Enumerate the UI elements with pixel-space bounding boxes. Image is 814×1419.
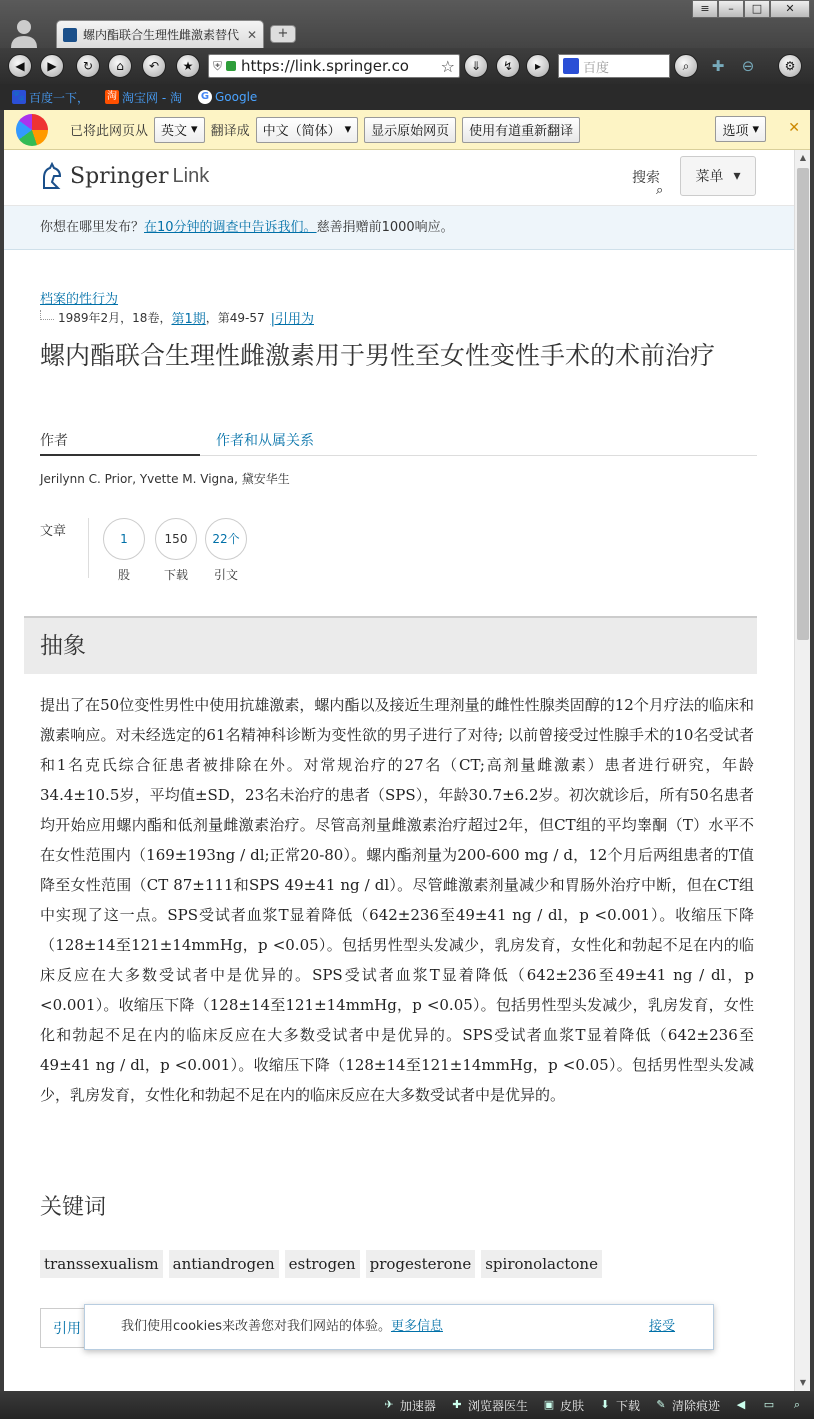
chevron-down-icon: ▾ [344, 122, 352, 137]
shield-icon[interactable]: ⛨ [213, 58, 223, 73]
bookmark-label: 百度一下， [29, 90, 90, 105]
retranslate-button[interactable]: 使用有道重新翻译 [462, 117, 580, 143]
taobao-icon: 淘 [107, 91, 118, 102]
scroll-thumb[interactable] [797, 168, 809, 640]
tools-wrench-icon[interactable]: ⚙ [778, 54, 802, 78]
go-icon[interactable]: ▸ [526, 54, 550, 78]
keyword-list [40, 1250, 602, 1278]
cookie-message [121, 1305, 443, 1349]
metric-label: 下载 [163, 568, 188, 582]
rocket-icon: ✈ [384, 1398, 394, 1411]
logo-springer-text: Springer [70, 163, 169, 189]
status-clear[interactable] [654, 1397, 720, 1414]
target-language-value: 中文（简体） [262, 124, 341, 139]
status-doctor[interactable] [450, 1397, 528, 1414]
status-label: 皮肤 [559, 1398, 584, 1413]
title-bar [0, 0, 814, 48]
status-download[interactable] [598, 1397, 640, 1414]
menu-button[interactable] [680, 156, 756, 196]
metric-citations[interactable] [204, 518, 248, 583]
bookmark-baidu[interactable] [12, 89, 89, 106]
issue-pages: ，第49-57 [205, 311, 265, 325]
tab-authors[interactable]: 作者 [40, 430, 200, 456]
target-language-select[interactable] [256, 117, 359, 143]
bookmark-label: Google [214, 90, 258, 104]
translate-middle: 翻译成 [210, 124, 250, 139]
cite-as-link[interactable]: |引用为 [270, 312, 314, 327]
zoom-icon[interactable]: ⊖ [741, 57, 755, 75]
tab-affiliations[interactable]: 作者和从属关系 [216, 433, 314, 449]
broom-icon: ✎ [656, 1398, 666, 1411]
article-title: 螺内酯联合生理性雌激素用于男性至女性变性手术的术前治疗 [40, 341, 716, 370]
translate-bar [4, 110, 810, 150]
lock-icon[interactable] [226, 61, 236, 71]
tree-connector [40, 310, 54, 320]
baidu-paw-icon[interactable] [563, 58, 579, 74]
chevron-down-icon: ▾ [752, 121, 759, 137]
chevron-down-icon: ▾ [191, 122, 198, 137]
scroll-down-icon[interactable]: ▼ [799, 1378, 807, 1387]
address-bar[interactable] [208, 54, 460, 78]
metric-value: 22个 [205, 518, 247, 560]
survey-banner [4, 206, 794, 250]
metric-shares[interactable] [102, 518, 146, 583]
cookie-more-info-link[interactable]: 更多信息 [390, 1319, 443, 1334]
new-tab-button[interactable]: + [270, 25, 296, 43]
logo-link-text: Link [172, 164, 210, 187]
shirt-icon: ▣ [543, 1398, 555, 1411]
browser-tab[interactable] [56, 20, 264, 48]
keyword-tag[interactable]: estrogen [285, 1250, 360, 1278]
extension-icon[interactable]: ✚ [711, 57, 725, 75]
status-label: 下载 [615, 1398, 640, 1413]
source-language-value: 英文 [161, 124, 188, 139]
window-menu-button[interactable]: ≡ [692, 0, 718, 18]
menu-label: 菜单 [695, 169, 724, 185]
plus-icon: ✚ [452, 1398, 462, 1411]
window-controls [692, 0, 810, 18]
source-language-select[interactable] [154, 117, 205, 143]
status-bar [0, 1391, 814, 1419]
status-label: 浏览器医生 [467, 1398, 528, 1413]
show-original-button[interactable]: 显示原始网页 [364, 117, 456, 143]
springer-link-logo[interactable] [40, 162, 209, 190]
article-metrics [40, 518, 340, 584]
survey-suffix: 慈善捐赠前1000响应。 [316, 220, 454, 235]
issue-link[interactable]: 第1期 [171, 312, 206, 327]
minimize-button[interactable]: – [718, 0, 744, 18]
translate-options-select[interactable] [715, 116, 766, 142]
survey-prefix: 你想在哪里发布？ [40, 220, 145, 235]
metrics-label: 文章 [40, 524, 67, 539]
navigation-toolbar [0, 48, 814, 84]
close-translate-icon[interactable]: ✕ [788, 120, 800, 136]
caret-down-icon: ▾ [733, 168, 741, 184]
author-tabs [40, 430, 757, 456]
translate-logo-icon [16, 114, 48, 146]
springer-horse-icon [40, 162, 64, 190]
close-window-button[interactable]: ✕ [770, 0, 810, 18]
tab-close-icon[interactable]: ✕ [246, 27, 257, 42]
bookmarks-bar [0, 84, 814, 110]
abstract-text: 提出了在50位变性男性中使用抗雄激素，螺内酯以及接近生理剂量的雌性性腺类固醇的12个月疗法的临床和激素响应。对未经选定的61名精神科诊断为变性欲的男子进行了对待; 以前曾接受过性腺手术的10名受试者和1名克氏综合征患者被排除在外。对常规治疗的27名（CT;高剂量雌激素）患者进行研究，年龄34.4±10.5岁，平均值±SD，23名未治疗的患者（SPS），年龄30.7±6.2岁。初次就诊后，所有50名患者均开始应用螺内酯和低剂量雌激素治疗。尽管高剂量雌激素治疗超过2年，但CT组的平均睾酮（T）水平不在女性范围内（169±193ng / dl;正常20-80）。螺内酯剂量为200-600 mg / d，12个月后两组患者的T值降至女性范围（CT 87±111和SPS 49±41 ng / dl）。尽管雌激素剂量减少和胃肠外治疗中断，但在CT组中实现了这一点。SPS受试者血浆T显着降低（642±236至49±41 ng / dl，p <0.001）。收缩压下降（128±14至121±14mmHg，p <0.05）。包括男性型头发减少，乳房发育，女性化和勃起不足在内的临床反应在大多数受试者中是优异的。SPS受试者血浆T显着降低（642±236至49±41 ng / dl，p <0.001）。收缩压下降（128±14至121±14mmHg，p <0.05）。包括男性型头发减少，乳房发育，女性化和勃起不足在内的临床反应在大多数受试者中是优异的。SPS受试者血浆T显着降低（642±236至49±41 ng / dl，p <0.001）。收缩压下降（128±14至121±14mmHg，p <0.05）。包括男性型头发减少，乳房发育，女性化和勃起不足在内的临床反应在大多数受试者中是优异的。 [40, 696, 754, 1104]
cite-button[interactable]: 引用 [40, 1308, 100, 1348]
keyword-tag[interactable]: transsexualism [40, 1250, 163, 1278]
translate-prefix: 已将此网页从 [70, 124, 149, 139]
bookmark-label: 淘宝网 - 淘 [122, 90, 182, 105]
springer-favicon-icon [63, 28, 77, 42]
metrics-divider [88, 518, 89, 578]
speaker-icon[interactable]: ◀ [736, 1398, 746, 1411]
keyword-tag[interactable]: spironolactone [481, 1250, 602, 1278]
metric-value: 1 [103, 518, 145, 560]
status-label: 加速器 [399, 1398, 436, 1413]
metric-value: 150 [155, 518, 197, 560]
mouse-gesture-icon[interactable]: ↯ [496, 54, 520, 78]
favorites-star-icon[interactable]: ★ [176, 54, 200, 78]
baidu-icon: 🐾 [12, 91, 26, 102]
author-list: Jerilynn C. Prior, Yvette M. Vigna, 黛安华生 [40, 472, 290, 486]
status-skin[interactable] [542, 1397, 584, 1414]
refresh-icon[interactable]: ↻ [76, 54, 100, 78]
bookmark-google[interactable] [198, 90, 257, 104]
home-icon[interactable]: ⌂ [108, 54, 132, 78]
cookie-text: 我们使用cookies来改善您对我们网站的体验。 [121, 1319, 391, 1334]
search-box[interactable] [558, 54, 670, 78]
monitor-icon[interactable]: ▭ [763, 1398, 775, 1411]
vertical-scrollbar[interactable] [794, 150, 810, 1391]
site-header [4, 150, 794, 206]
page-viewport [4, 150, 794, 1391]
maximize-button[interactable]: □ [744, 0, 770, 18]
metric-label: 股 [117, 568, 130, 582]
user-icon[interactable] [8, 16, 40, 48]
cookie-banner [84, 1304, 714, 1350]
google-icon: G [198, 90, 212, 104]
keywords-heading: 关键词 [40, 1195, 107, 1220]
scroll-up-icon[interactable]: ▲ [799, 153, 807, 162]
bookmark-star-icon[interactable]: ☆ [440, 56, 455, 76]
metric-downloads[interactable] [154, 518, 198, 583]
keyword-tag[interactable]: progesterone [366, 1250, 476, 1278]
search-icon[interactable]: ⌕ [674, 54, 698, 78]
journal-link[interactable]: 档案的性行为 [40, 292, 119, 307]
forward-icon[interactable]: ▶ [40, 54, 64, 78]
abstract-heading: 抽象 [24, 616, 757, 674]
url-text[interactable]: https://link.springer.co [241, 57, 409, 75]
issue-date: 1989年2月，18卷， [58, 311, 172, 325]
status-accelerator[interactable] [382, 1397, 436, 1414]
search-placeholder[interactable]: 百度 [583, 60, 610, 76]
download-arrow-icon[interactable]: ⇓ [464, 54, 488, 78]
search-icon[interactable]: ⌕ [793, 1398, 801, 1411]
bookmark-taobao[interactable] [105, 89, 182, 106]
back-icon[interactable]: ◀ [8, 54, 32, 78]
keyword-tag[interactable]: antiandrogen [169, 1250, 279, 1278]
options-label: 选项 [722, 123, 749, 139]
cookie-accept-link[interactable]: 接受 [649, 1319, 676, 1334]
metric-label: 引文 [213, 568, 238, 582]
header-search-button[interactable]: 搜索 [632, 170, 660, 186]
issue-line [40, 308, 314, 327]
status-label: 清除痕迹 [671, 1398, 720, 1413]
survey-link[interactable]: 在10分钟的调查中告诉我们。 [144, 220, 317, 235]
search-icon[interactable]: ⌕ [656, 183, 664, 198]
tab-title: 螺内酯联合生理性雌激素替代 [83, 28, 240, 42]
undo-close-icon[interactable]: ↶ [142, 54, 166, 78]
download-icon: ⬇ [600, 1398, 610, 1411]
